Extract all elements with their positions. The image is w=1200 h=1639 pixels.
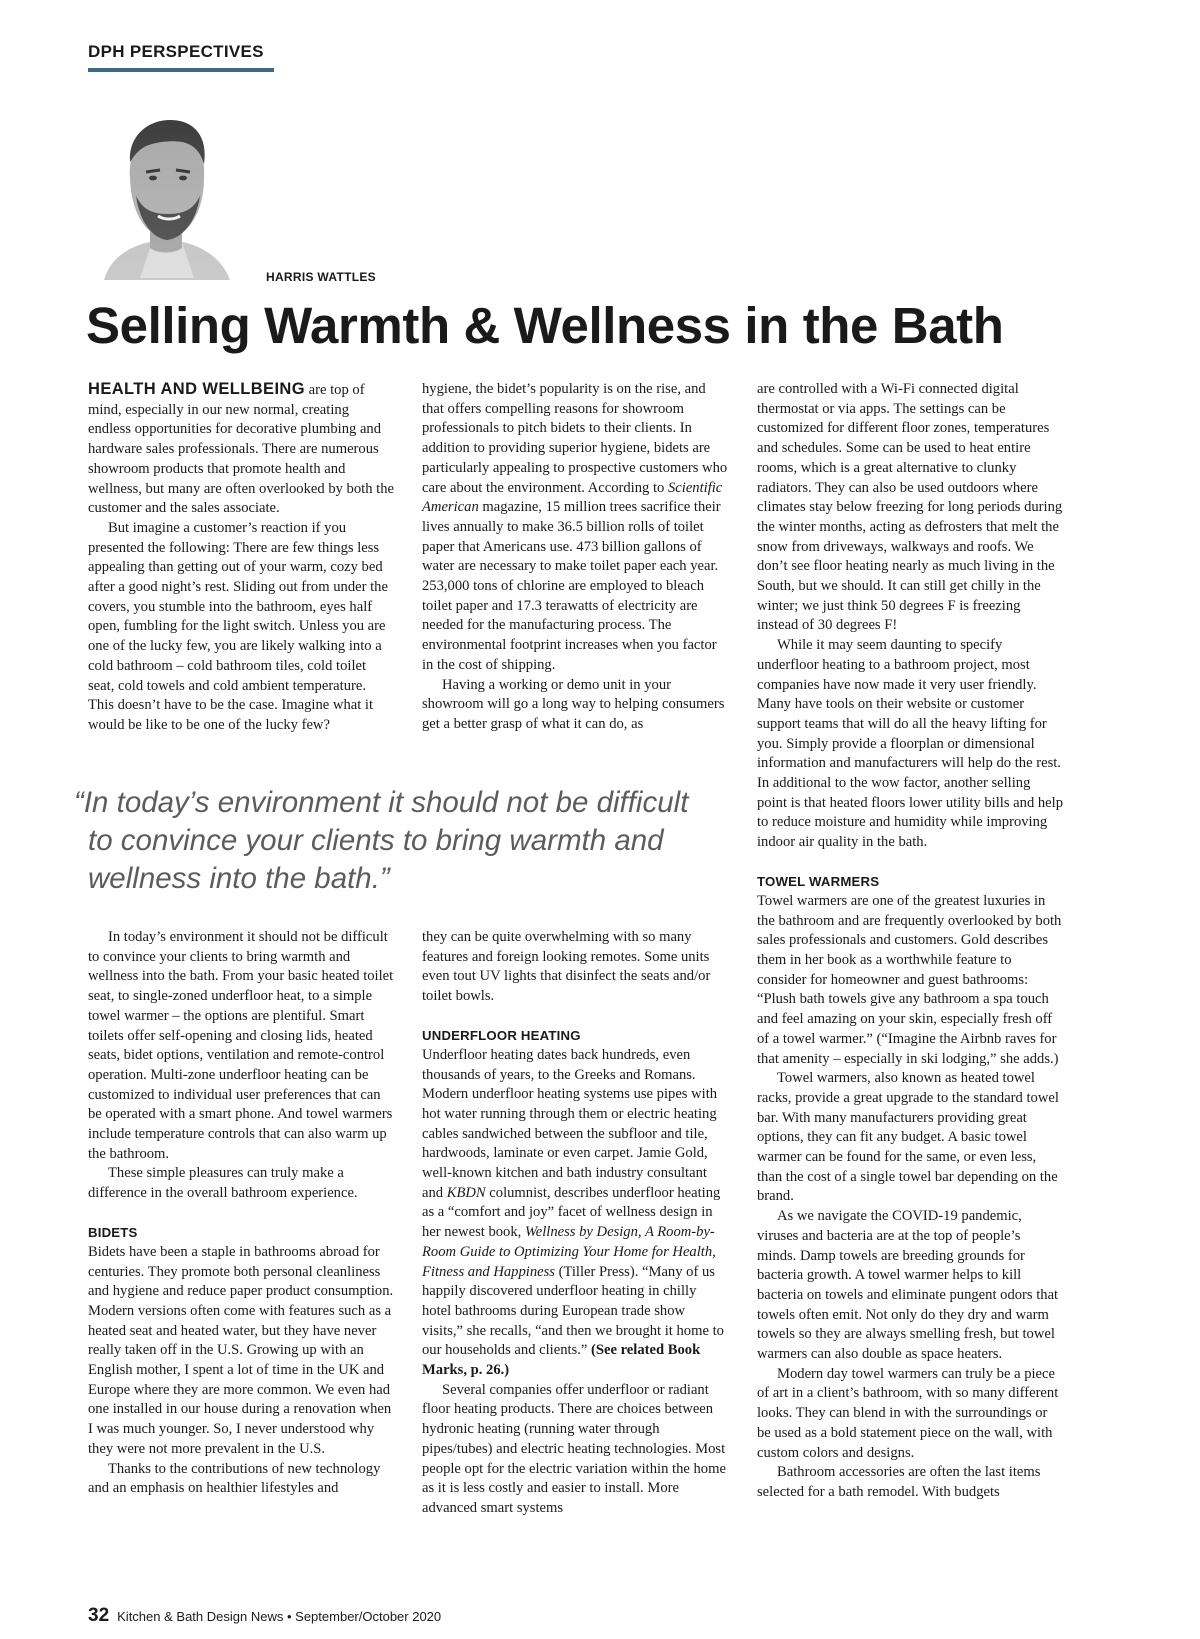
body-paragraph: Thanks to the contributions of new technology and an emphasis on healthier lifestyles and bbox=[88, 1460, 381, 1497]
author-name: HARRIS WATTLES bbox=[266, 270, 376, 284]
footer-separator: • bbox=[286, 1609, 292, 1624]
publication-title: Scientific American bbox=[422, 479, 723, 516]
body-paragraph: are controlled with a Wi-Fi connected digital thermostat or via apps. The settings can be customized for different floor zones, temperatures and schedules. Some can be used to heat entire rooms, which is a great alternative to clunky radiators. They can also be used outdoors where climates stay below freezing for long periods during the winter months, acting as defrosters that melt the snow from driveways, walkways and roofs. We don’t see floor heating nearly as much living in the South, but we should. It can still get chilly in the winter; we just think 50 degrees F is freezing instead of 30 degrees F! bbox=[757, 381, 1063, 634]
column-2-top bbox=[422, 380, 728, 735]
lead-in: HEALTH AND WELLBEING bbox=[88, 380, 305, 398]
section-rule bbox=[88, 68, 274, 72]
body-paragraph: they can be quite overwhelming with so many features and foreign looking remotes. Some units even tout UV lights that disinfect the seats and/or toilet bowls. bbox=[422, 929, 711, 1005]
body-paragraph: But imagine a customer’s reaction if you presented the following: There are few things less appealing than getting out of your warm, cozy bed after a good night’s rest. Sliding out from under the covers, you stumble into the bathroom, eyes half open, fumbling for the light switch. Unless you are one of the lucky few, you are likely walking into a cold bathroom – cold bathroom tiles, cold toilet seat, cold towels and cold ambient temperature. This doesn’t have to be the case. Imagine what it would be like to be one of the lucky few? bbox=[88, 519, 388, 733]
column-1-top bbox=[88, 380, 394, 736]
pull-quote-line: to convince your clients to bring warmth and bbox=[88, 824, 664, 857]
body-paragraph: Bidets have been a staple in bathrooms abroad for centuries. They promote both personal cleanliness and hygiene and reduce paper product consumption. Modern versions often come with features such as a heated seat and heated water, but they have never really taken off in the U.S. Growing up with an English mother, I spent a lot of time in the UK and Europe where they are more common. We even had one installed in our house during a renovation when I was much younger. So, I never understood why they were not more prevalent in the U.S. bbox=[88, 1243, 394, 1457]
column-3 bbox=[757, 380, 1063, 1503]
subheading-towel-warmers: TOWEL WARMERS bbox=[757, 873, 880, 889]
body-paragraph: hygiene, the bidet’s popularity is on the rise, and that offers compelling reasons for showroom professionals to pitch bidets to their clients. In addition to providing superior hygiene, bidets are particularly appealing to prospective customers who care about the environment. According to Scientific American magazine, 15 million trees sacrifice their lives annually to make 36.5 billion rolls of toilet paper that Americans use. 473 billion gallons of water are necessary to make toilet paper each year. 253,000 tons of chlorine are employed to bleach toilet paper and 17.3 terawatts of electricity are needed for the manufacturing process. The environmental footprint increases when you factor in the cost of shipping. bbox=[422, 381, 728, 673]
section-label: DPH PERSPECTIVES bbox=[88, 42, 264, 61]
book-title: Wellness by Design, A Room-by-Room Guide to Optimizing Your Home for Health, Fitness and Happiness bbox=[422, 1224, 716, 1280]
body-paragraph: While it may seem daunting to specify underfloor heating to a bathroom project, most companies have now made it very user friendly. Many have tools on their website or customer support teams that will do all the heavy lifting for you. Simply provide a floorplan or dimensional information and manufacturers will help do the rest. In additional to the wow factor, another selling point is that heated floors lower utility bills and help to reduce moisture and humidity while improving indoor air quality in the bath. bbox=[757, 637, 1064, 851]
body-paragraph: As we navigate the COVID-19 pandemic, viruses and bacteria are at the top of people’s minds. Damp towels are breeding grounds for bacteria growth. A towel warmer helps to kill bacteria on towels and eliminate pungent odors that towels often emit. Not only do they dry and warm towels so they are always smelling fresh, but towel warmers can also double as space heaters. bbox=[757, 1208, 1059, 1363]
pull-quote-line: wellness into the bath.” bbox=[88, 862, 390, 895]
issue-date: September/October 2020 bbox=[295, 1609, 442, 1624]
body-paragraph: These simple pleasures can truly make a difference in the overall bathroom experience. bbox=[88, 1165, 358, 1202]
publication-name: Kitchen & Bath Design News bbox=[117, 1609, 284, 1624]
author-portrait bbox=[96, 118, 236, 280]
body-paragraph: Bathroom accessories are often the last items selected for a bath remodel. With budgets bbox=[757, 1464, 1041, 1500]
body-paragraph: Underfloor heating dates back hundreds, even thousands of years, to the Greeks and Romans. Modern underfloor heating systems use pipes with hot water running through them or electric heating cables sandwiched between the subfloor and tile, hardwoods, laminate or even carpet. Jamie Gold, well-known kitchen and bath industry consultant and KBDN columnist, describes underfloor heating as a “comfort and joy” facet of wellness design in her newest book, Wellness by Design, A Room-by-Room Guide to Optimizing Your Home for Health, Fitness and Happiness (Tiller Press). “Many of us happily discovered underfloor heating in chilly hotel bathrooms during European trade show visits,” she recalls, “and then we brought it home to our households and clients.” (See related Book Marks, p. 26.) bbox=[422, 1046, 724, 1379]
body-paragraph: Modern day towel warmers can truly be a piece of art in a client’s bathroom, with so many different looks. They can blend in with the surroundings or be used as a bold statement piece on the wall, with custom colors and designs. bbox=[757, 1365, 1059, 1461]
body-paragraph: Having a working or demo unit in your showroom will go a long way to helping consumers get a better grasp of what it can do, as bbox=[422, 676, 725, 732]
intro-text: are top of mind, especially in our new normal, creating endless opportunities for decorative plumbing and hardware sales professionals. There are numerous showroom products that promote health and wellness, but many are often overlooked by both the customer and the sales associate. bbox=[88, 382, 394, 517]
subheading-bidets: BIDETS bbox=[88, 1224, 138, 1240]
pull-quote-line: “In today’s environment it should not be difficult bbox=[74, 786, 689, 819]
subheading-underfloor-heating: UNDERFLOOR HEATING bbox=[422, 1027, 581, 1043]
body-paragraph: Several companies offer underfloor or radiant floor heating products. There are choices between hydronic heating (running water through pipes/tubes) and electric heating technologies. Most people opt for the electric variation within the home as it is less costly and easier to install. More advanced smart systems bbox=[422, 1381, 726, 1516]
body-paragraph: Towel warmers, also known as heated towel racks, provide a great upgrade to the standard towel bar. With many manufacturers providing great options, they can fit any budget. A basic towel warmer can be found for the same, or even less, than the cost of a single towel bar depending on the brand. bbox=[757, 1070, 1059, 1205]
intro-paragraph bbox=[88, 380, 394, 519]
page-footer bbox=[88, 1605, 441, 1627]
headline: Selling Warmth & Wellness in the Bath bbox=[86, 297, 1004, 354]
body-paragraph: In today’s environment it should not be difficult to convince your clients to bring warmth and wellness into the bath. From your basic heated toilet seat, to single-zoned underfloor heat, to a simple towel warmer – the options are plentiful. Smart toilets offer self-opening and closing lids, heated seats, bidet options, ventilation and remote-control operation. Multi-zone underfloor heating can be customized to individual user preferences that can be operated with a smart phone. And towel warmers include temperature controls that can also warm up the bathroom. bbox=[88, 929, 394, 1162]
body-paragraph: Towel warmers are one of the greatest luxuries in the bathroom and are frequently overlooked by both sales professionals and customers. Gold describes them in her book as a worthwhile feature to consider for homeowner and guest bathrooms: “Plush bath towels give any bathroom a spa touch and feel amazing on your skin, especially fresh off of a towel warmer.” (“Imagine the Airbnb raves for that amenity – especially in ski lodging,” she adds.) bbox=[757, 892, 1062, 1067]
pull-quote bbox=[74, 784, 714, 898]
page-number: 32 bbox=[88, 1605, 110, 1626]
column-1-bottom bbox=[88, 928, 394, 1499]
cross-reference: (See related Book Marks, p. 26.) bbox=[422, 1342, 701, 1379]
column-2-bottom bbox=[422, 928, 728, 1519]
publication-title: KBDN bbox=[446, 1184, 486, 1201]
